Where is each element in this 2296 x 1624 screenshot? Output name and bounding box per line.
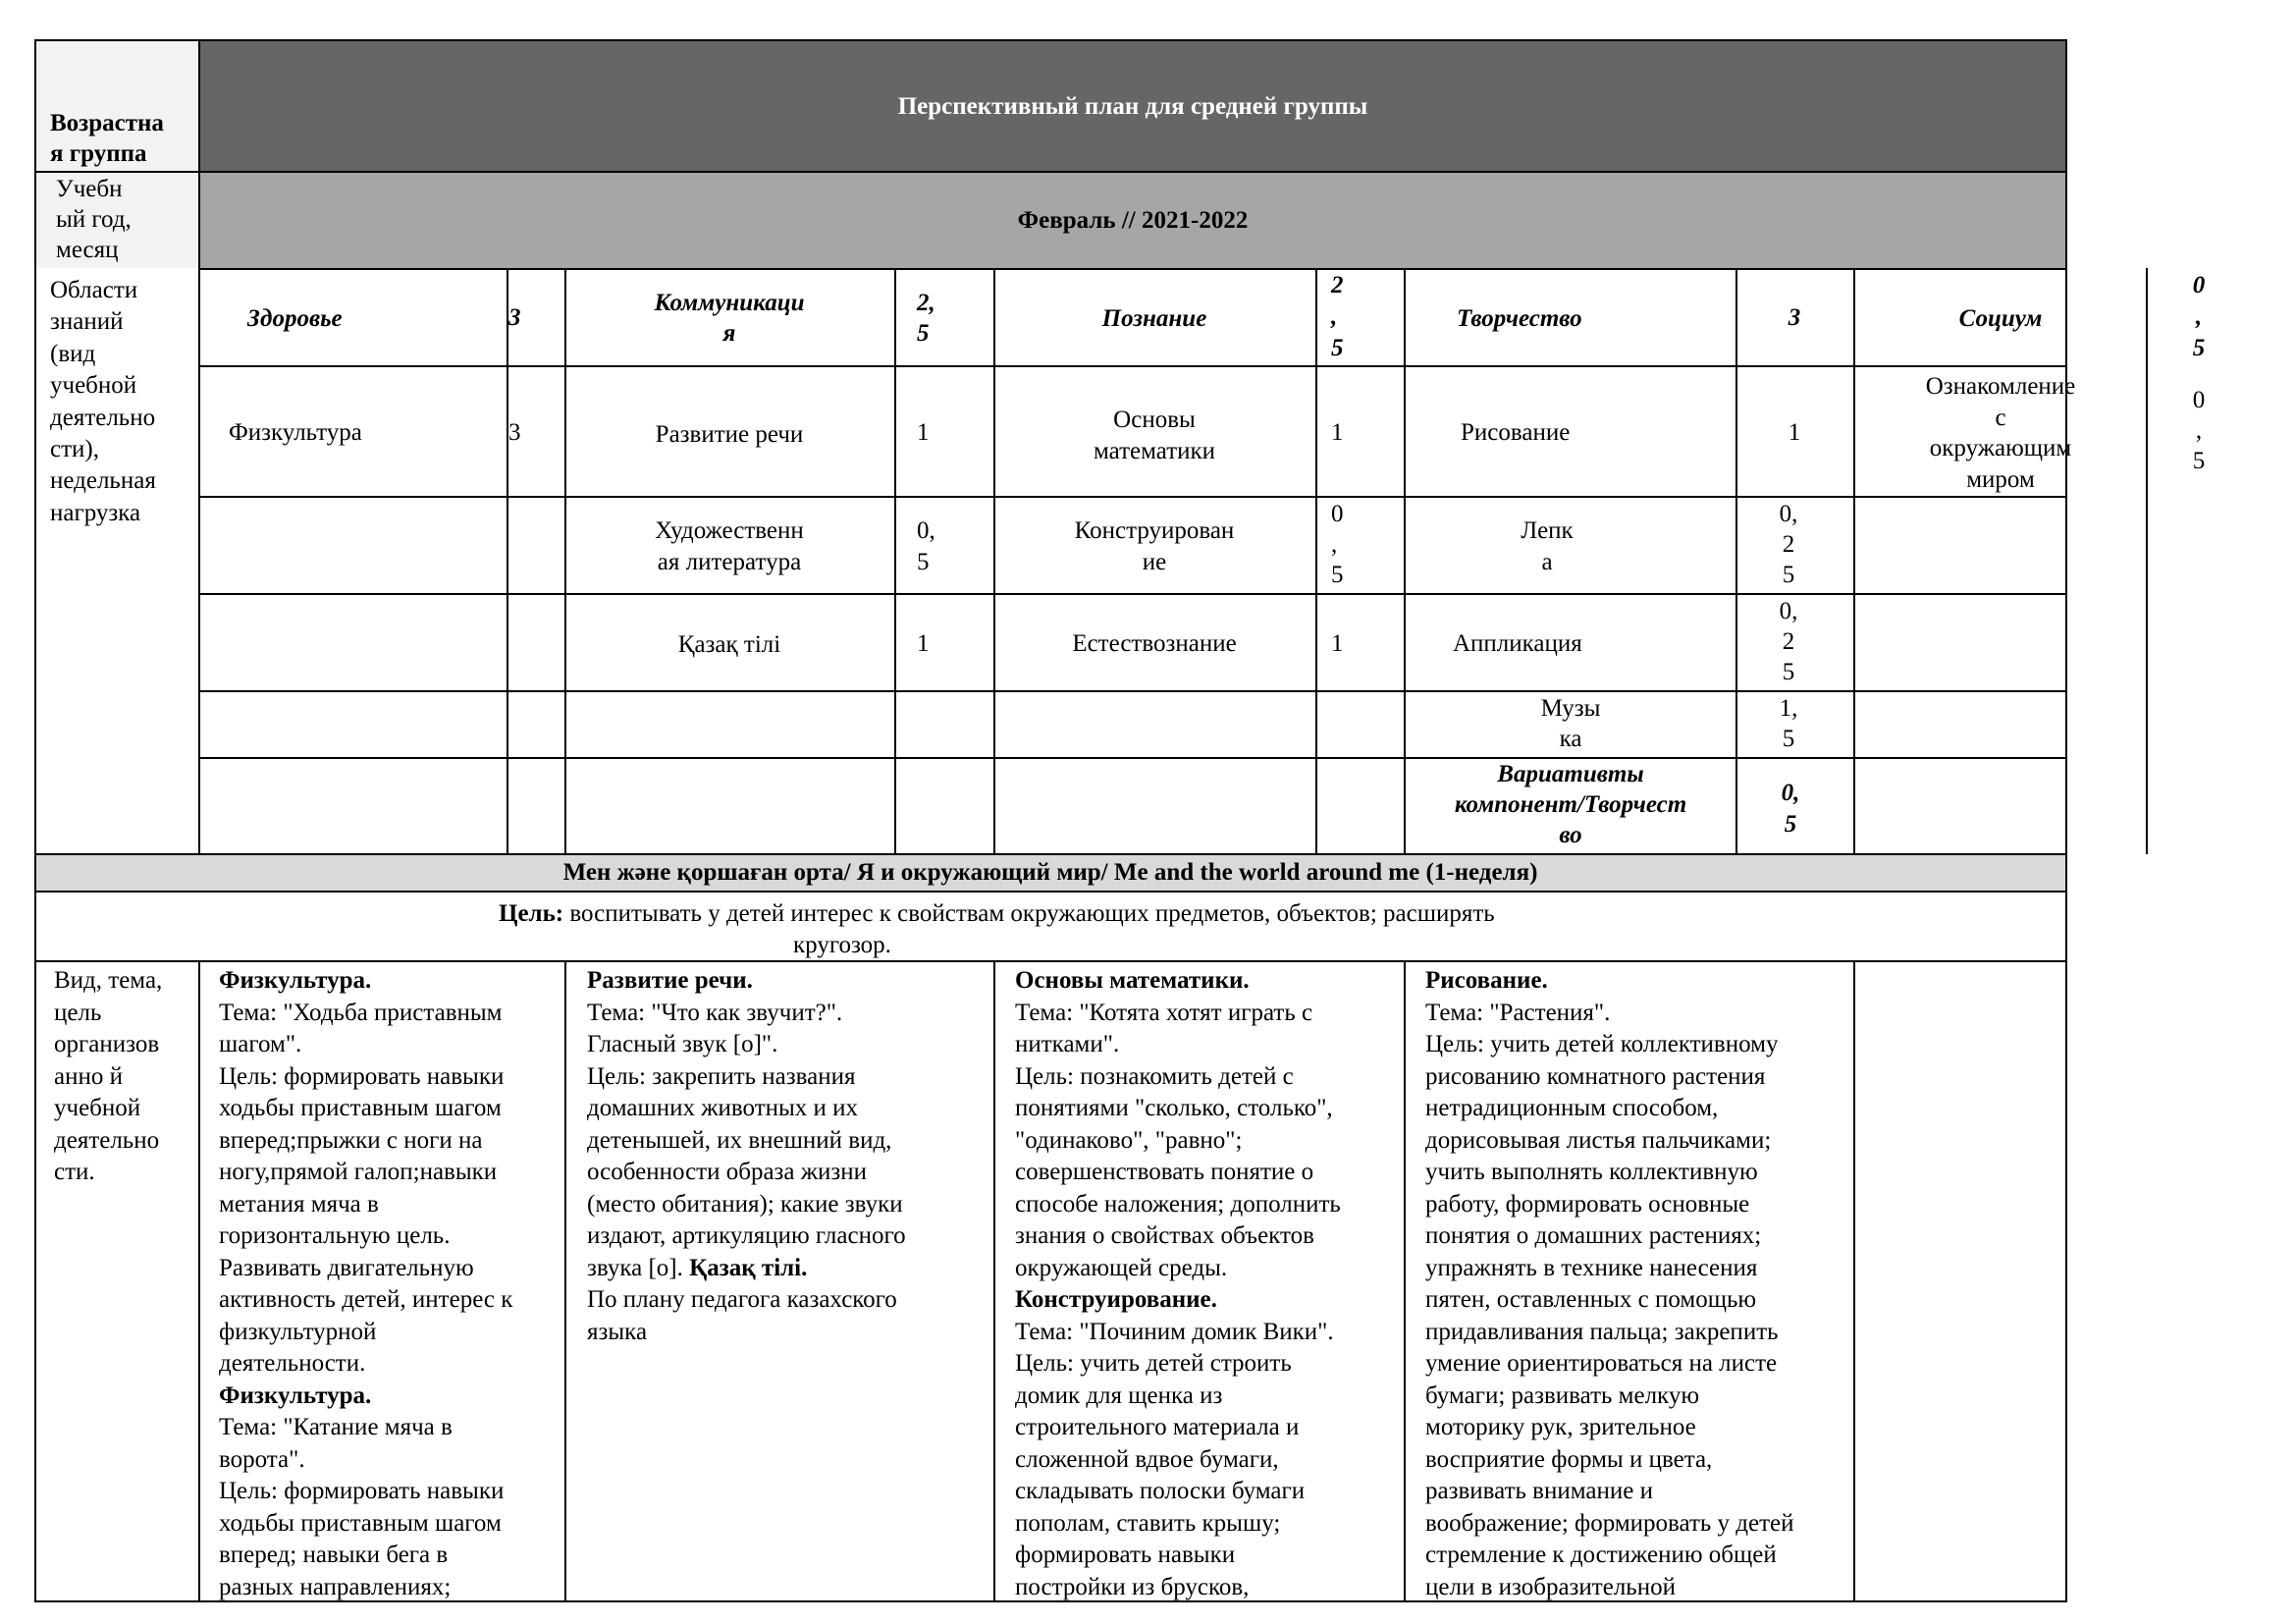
col4-line: развивать внимание и (1425, 1478, 1653, 1504)
col3-line: сложенной вдвое бумаги, (1015, 1445, 1279, 1473)
r5-c4-load: 0, 5 (1781, 780, 1800, 838)
r2-c3-load: 0 , 5 (1331, 501, 1344, 588)
col2-line: Цель: закрепить названия (587, 1062, 856, 1090)
activity-label: Вид, тема, цель организов анно й учебной деятельно сти. (54, 967, 163, 1185)
area-komm-load: 2, 5 (917, 290, 935, 347)
col3-line: складывать полоски бумаги (1015, 1478, 1306, 1504)
col4-line: Цель: учить детей коллективному (1425, 1031, 1779, 1057)
col1-line: Тема: "Катание мяча в (219, 1414, 453, 1440)
r1-c4: Рисование (1461, 419, 1571, 446)
r1-c5-load: 0 , 5 (2192, 387, 2206, 474)
col3-line: "одинаково", "равно"; (1015, 1126, 1243, 1154)
col4-line: Тема: "Растения". (1425, 999, 1611, 1026)
col1-line: ходьбы приставным шагом (219, 1095, 502, 1121)
r3-c3: Естествознание (1072, 630, 1237, 657)
col4-line: Рисование. (1425, 967, 1548, 994)
col3-line: формировать навыки (1015, 1542, 1236, 1568)
col3-line: Тема: "Котята хотят играть с (1015, 999, 1313, 1026)
col3-line: совершенствовать понятие о (1015, 1159, 1314, 1185)
r2-c3: Конструирован ие (1074, 517, 1235, 575)
r2-c2-load: 0, 5 (917, 517, 935, 575)
goal-line-1 (499, 898, 1495, 930)
col2-line: Развитие речи. (587, 967, 753, 994)
col3-line: Цель: познакомить детей с (1015, 1062, 1294, 1090)
col1-line: Физкультура. (219, 967, 372, 994)
r2-c4-load: 0, 2 5 (1779, 501, 1798, 588)
col3-line: Конструирование. (1015, 1286, 1217, 1313)
col1-line: вперед; навыки бега в (219, 1542, 449, 1568)
r1-c1-load: 3 (508, 419, 521, 446)
col1-line: горизонтальную цель. (219, 1222, 451, 1249)
col2-line: По плану педагога казахского (587, 1286, 897, 1313)
col1-line: физкультурной (219, 1318, 377, 1345)
col3-line: домик для щенка из (1015, 1381, 1223, 1409)
r3-c2-load: 1 (917, 630, 930, 657)
area-soc-load: 0 , 5 (2192, 272, 2206, 361)
r1-c2-load: 1 (917, 419, 930, 446)
r5-c4: Вариативты компонент/Творчест во (1454, 761, 1687, 848)
area-pozn: Познание (1101, 305, 1207, 332)
area-pozn-load: 2 , 5 (1331, 272, 1344, 361)
col2-line: языка (587, 1318, 648, 1345)
goal-text-1: воспитывать у детей интерес к свойствам окружающих предметов, объектов; расширять (563, 900, 1495, 927)
year-month-label: Учебн ый год, месяц (56, 176, 132, 263)
col3-line: Цель: учить детей строить (1015, 1350, 1292, 1377)
age-group-label: Возрастна я группа (50, 110, 164, 167)
col3-line: понятиями "сколько, столько", (1015, 1095, 1333, 1121)
col3-line: строительного материала и (1015, 1414, 1300, 1440)
col2-line: звука [о]. Қазақ тілі. (587, 1254, 808, 1281)
r1-c2: Развитие речи (655, 421, 804, 448)
col1-line: вперед;прыжки с ноги на (219, 1126, 483, 1154)
col3-line: постройки из брусков, (1015, 1573, 1250, 1600)
r4-c4: Музы ка (1540, 695, 1601, 752)
col3-line: способе наложения; дополнить (1015, 1190, 1341, 1218)
col4-line: придавливания пальца; закрепить (1425, 1318, 1779, 1345)
col4-line: воображение; формировать у детей (1425, 1509, 1794, 1537)
r2-c2: Художественн ая литература (655, 517, 804, 575)
r4-c4-load: 1, 5 (1779, 695, 1798, 752)
col3-line: пополам, ставить крышу; (1015, 1509, 1281, 1537)
plan-title: Перспективный план для средней группы (897, 93, 1368, 120)
col2-line: Тема: "Что как звучит?". (587, 999, 843, 1026)
area-soc: Социум (1958, 305, 2043, 332)
col3-line: нитками". (1015, 1031, 1120, 1057)
content-osnovy-matematiki (1015, 965, 1341, 1603)
col1-line: активность детей, интерес к (219, 1286, 513, 1313)
col4-line: пятен, оставленных с помощью (1425, 1286, 1757, 1313)
col2-line: Гласный звук [о]". (587, 1031, 778, 1057)
col2-line: издают, артикуляцию гласного (587, 1222, 906, 1249)
col1-line: деятельности. (219, 1350, 366, 1377)
col1-line: Цель: формировать навыки (219, 1062, 505, 1090)
col3-line: знания о свойствах объектов (1015, 1222, 1314, 1249)
col4-line: нетрадиционным способом, (1425, 1095, 1719, 1121)
col1-line: шагом". (219, 1031, 302, 1057)
col2-line: домашних животных и их (587, 1095, 859, 1121)
col1-line: Развивать двигательную (219, 1254, 474, 1281)
area-zdorove: Здоровье (247, 305, 343, 332)
r1-c1: Физкультура (229, 419, 362, 446)
col3-line: окружающей среды. (1015, 1254, 1228, 1281)
col4-line: упражнять в технике нанесения (1425, 1254, 1758, 1281)
area-komm: Коммуникаци я (654, 290, 805, 347)
area-tvor: Творчество (1457, 305, 1582, 332)
col4-line: учить выполнять коллективную (1425, 1159, 1758, 1185)
content-fizkultura (219, 965, 512, 1603)
col4-line: рисованию комнатного растения (1425, 1062, 1766, 1090)
col4-line: умение ориентироваться на листе (1425, 1350, 1778, 1377)
r3-c2: Қазақ тілі (677, 631, 781, 658)
goal-label: Цель: (499, 900, 564, 927)
col2-line: (место обитания); какие звуки (587, 1190, 903, 1218)
r1-c3: Основы математики (1093, 406, 1216, 464)
col4-line: стремление к достижению общей (1425, 1542, 1777, 1568)
col4-line: понятия о домашних растениях; (1425, 1222, 1762, 1249)
col4-line: восприятие формы и цвета, (1425, 1445, 1713, 1473)
col1-line: разных направлениях; (219, 1573, 452, 1600)
col3-line: Тема: "Починим домик Вики". (1015, 1318, 1334, 1345)
r3-c4-load: 0, 2 5 (1779, 598, 1798, 685)
col1-line: ходьбы приставным шагом (219, 1509, 502, 1537)
col4-line: бумаги; развивать мелкую (1425, 1381, 1700, 1409)
col2-line: детенышей, их внешний вид, (587, 1126, 892, 1154)
theme-week: Мен және қоршаған орта/ Я и окружающий мир/ Me and the world around me (1-неделя) (562, 859, 1538, 886)
col2-line: особенности образа жизни (587, 1159, 868, 1185)
col1-line: Цель: формировать навыки (219, 1478, 505, 1504)
col3-line: Основы математики. (1015, 967, 1250, 994)
r1-c4-load: 1 (1788, 419, 1801, 446)
r3-c4: Аппликация (1453, 630, 1582, 657)
col4-line: работу, формировать основные (1425, 1190, 1750, 1218)
col4-line: дорисовывая листья пальчиками; (1425, 1126, 1772, 1154)
r2-c4: Лепк а (1521, 517, 1574, 575)
area-zdorove-load: 3 (508, 304, 521, 331)
content-razvitie-rechi (587, 965, 906, 1348)
col1-line: Тема: "Ходьба приставным (219, 999, 503, 1026)
col4-line: цели в изобразительной (1425, 1573, 1676, 1600)
r3-c3-load: 1 (1331, 630, 1344, 657)
col4-line: моторику рук, зрительное (1425, 1414, 1696, 1440)
col1-line: ногу,прямой галоп;навыки (219, 1159, 498, 1185)
col1-line: ворота". (219, 1445, 305, 1473)
areas-label: Области знаний (вид учебной деятельно сти), недельная нагрузка (50, 277, 156, 526)
goal-line-2: кругозор. (793, 932, 891, 958)
area-tvor-load: 3 (1788, 304, 1801, 331)
col1-line: Физкультура. (219, 1381, 372, 1409)
r1-c3-load: 1 (1331, 419, 1344, 446)
col1-line: метания мяча в (219, 1190, 379, 1218)
year-month-value: Февраль // 2021-2022 (1017, 207, 1249, 234)
content-risovanie (1425, 965, 1794, 1603)
r1-c5: Ознакомление с окружающим миром (1925, 373, 2076, 493)
